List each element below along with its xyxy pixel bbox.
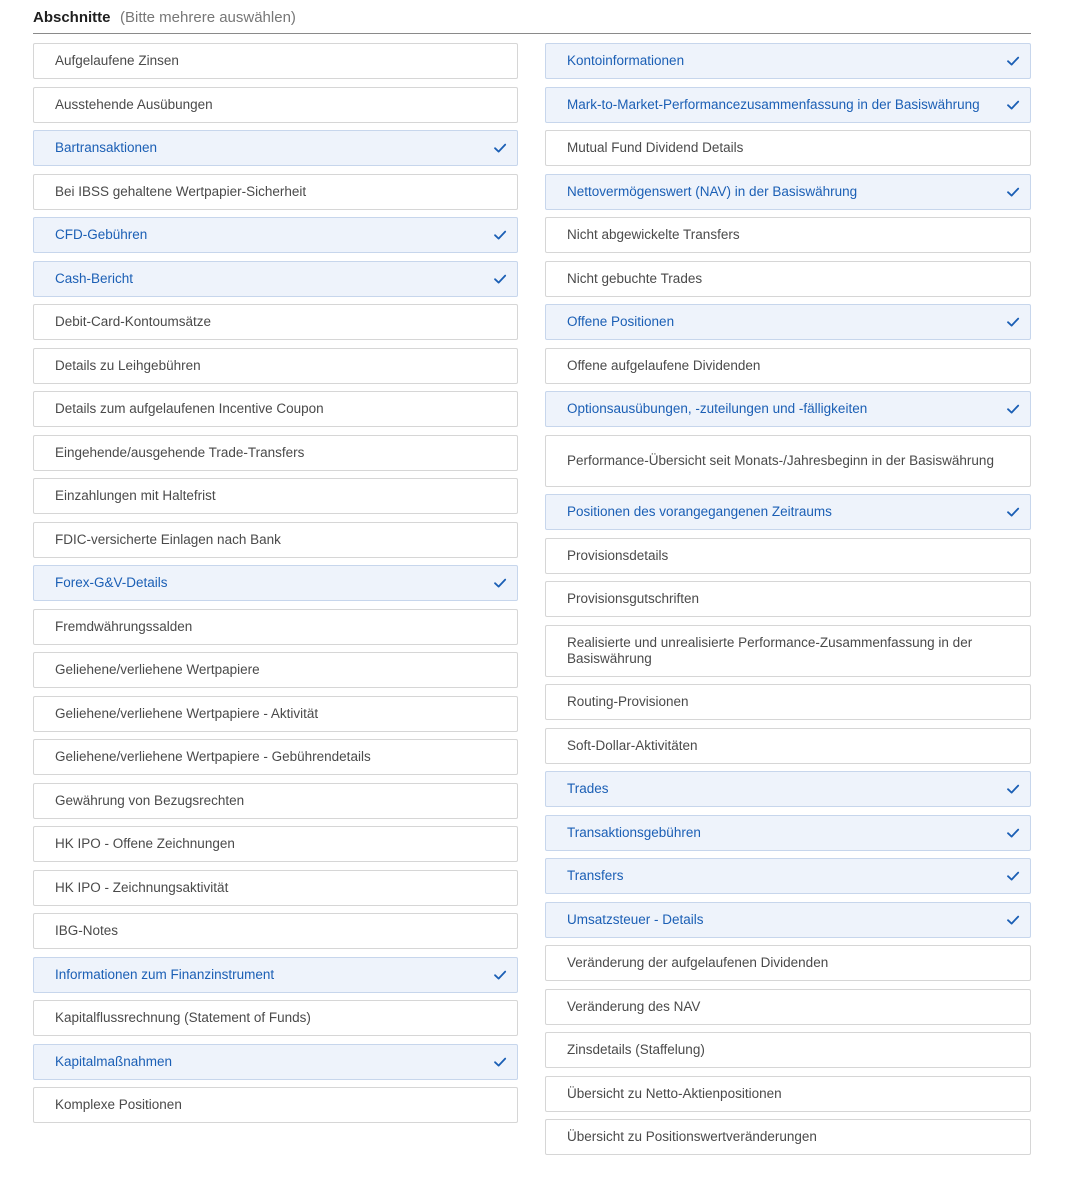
section-option[interactable] xyxy=(545,945,1031,981)
section-option-label: Nettovermögenswert (NAV) in der Basiswährung xyxy=(567,184,858,199)
section-option-label: Offene Positionen xyxy=(567,314,675,329)
checkmark-icon xyxy=(1006,869,1020,883)
section-option-label: Nicht abgewickelte Transfers xyxy=(567,227,740,242)
section-option-label: HK IPO - Zeichnungsaktivität xyxy=(55,880,229,895)
section-option[interactable] xyxy=(33,522,518,558)
section-option-label: Forex-G&V-Details xyxy=(55,575,168,590)
section-option[interactable] xyxy=(545,174,1031,210)
section-option-label: Routing-Provisionen xyxy=(567,694,689,709)
section-option[interactable] xyxy=(545,391,1031,427)
section-option-label: Veränderung der aufgelaufenen Dividenden xyxy=(567,955,829,970)
section-option-label: Positionen des vorangegangenen Zeitraums xyxy=(567,504,832,519)
section-option[interactable] xyxy=(545,989,1031,1025)
section-option[interactable] xyxy=(545,130,1031,166)
section-option[interactable] xyxy=(33,957,518,993)
section-option[interactable] xyxy=(545,771,1031,807)
section-option-label: Eingehende/ausgehende Trade-Transfers xyxy=(55,445,305,460)
checkmark-icon xyxy=(1006,98,1020,112)
section-option-label: Nicht gebuchte Trades xyxy=(567,271,703,286)
section-option-label: Realisierte und unrealisierte Performance-Zusammenfassung in der Basiswährung xyxy=(567,635,973,666)
section-option[interactable] xyxy=(545,494,1031,530)
section-option[interactable] xyxy=(33,609,518,645)
section-option-label: Gewährung von Bezugsrechten xyxy=(55,793,245,808)
checkmark-icon xyxy=(1006,315,1020,329)
section-option-label: Bei IBSS gehaltene Wertpapier-Sicherheit xyxy=(55,184,307,199)
checkmark-icon xyxy=(1006,54,1020,68)
section-option-label: Provisionsdetails xyxy=(567,548,669,563)
section-option-label: Details zu Leihgebühren xyxy=(55,358,201,373)
section-option-label: Mutual Fund Dividend Details xyxy=(567,140,744,155)
section-option-label: Geliehene/verliehene Wertpapiere - Gebührendetails xyxy=(55,749,371,764)
section-option-label: Veränderung des NAV xyxy=(567,999,701,1014)
section-option-label: Bartransaktionen xyxy=(55,140,158,155)
checkmark-icon xyxy=(493,968,507,982)
section-option[interactable] xyxy=(33,435,518,471)
section-header xyxy=(33,6,1031,34)
section-option[interactable] xyxy=(545,87,1031,123)
checkmark-icon xyxy=(493,576,507,590)
section-option[interactable] xyxy=(33,261,518,297)
section-option-label: Debit-Card-Kontoumsätze xyxy=(55,314,212,329)
section-option-label: Kontoinformationen xyxy=(567,53,685,68)
section-option-label: Transfers xyxy=(567,868,624,883)
section-option[interactable] xyxy=(545,858,1031,894)
section-option-label: CFD-Gebühren xyxy=(55,227,148,242)
section-option-label: Einzahlungen mit Haltefrist xyxy=(55,488,216,503)
section-option[interactable] xyxy=(33,739,518,775)
checkmark-icon xyxy=(493,141,507,155)
section-option[interactable] xyxy=(33,1000,518,1036)
section-option[interactable] xyxy=(33,1087,518,1123)
checkmark-icon xyxy=(1006,505,1020,519)
section-option[interactable] xyxy=(33,870,518,906)
section-option[interactable] xyxy=(33,913,518,949)
section-option-label: Geliehene/verliehene Wertpapiere xyxy=(55,662,260,677)
section-hint: (Bitte mehrere auswählen) xyxy=(120,9,296,26)
checkmark-icon xyxy=(1006,185,1020,199)
checkmark-icon xyxy=(1006,402,1020,416)
section-option[interactable] xyxy=(33,130,518,166)
checkmark-icon xyxy=(1006,782,1020,796)
section-option[interactable] xyxy=(33,391,518,427)
checkmark-icon xyxy=(1006,913,1020,927)
section-option[interactable] xyxy=(545,625,1031,677)
section-option-label: Transaktionsgebühren xyxy=(567,825,701,840)
section-option[interactable] xyxy=(33,783,518,819)
checkmark-icon xyxy=(493,1055,507,1069)
section-option-label: Optionsausübungen, -zuteilungen und -fälligkeiten xyxy=(567,401,868,416)
section-option-label: Performance-Übersicht seit Monats-/Jahresbeginn in der Basiswährung xyxy=(567,453,994,468)
section-option[interactable] xyxy=(545,815,1031,851)
section-option-label: Fremdwährungssalden xyxy=(55,619,193,634)
section-option[interactable] xyxy=(545,43,1031,79)
section-option-label: Kapitalmaßnahmen xyxy=(55,1054,173,1069)
section-option-label: IBG-Notes xyxy=(55,923,119,938)
section-option-label: Ausstehende Ausübungen xyxy=(55,97,213,112)
section-option-label: Mark-to-Market-Performancezusammenfassung in der Basiswährung xyxy=(567,97,980,112)
section-option-label: Details zum aufgelaufenen Incentive Coupon xyxy=(55,401,324,416)
section-option[interactable] xyxy=(545,538,1031,574)
section-option[interactable] xyxy=(545,435,1031,487)
section-option-label: Offene aufgelaufene Dividenden xyxy=(567,358,761,373)
section-option[interactable] xyxy=(33,174,518,210)
section-option[interactable] xyxy=(545,261,1031,297)
section-option[interactable] xyxy=(545,728,1031,764)
section-option-label: Kapitalflussrechnung (Statement of Funds) xyxy=(55,1010,311,1025)
section-option-label: Komplexe Positionen xyxy=(55,1097,182,1112)
section-option[interactable] xyxy=(33,1044,518,1080)
section-option[interactable] xyxy=(545,581,1031,617)
section-option-label: Zinsdetails (Staffelung) xyxy=(567,1042,705,1057)
checkmark-icon xyxy=(493,228,507,242)
section-option[interactable] xyxy=(545,902,1031,938)
checkmark-icon xyxy=(493,272,507,286)
section-option-label: Umsatzsteuer - Details xyxy=(567,912,704,927)
section-option[interactable] xyxy=(33,652,518,688)
section-option-label: Informationen zum Finanzinstrument xyxy=(55,967,275,982)
section-option[interactable] xyxy=(33,826,518,862)
section-option[interactable] xyxy=(33,87,518,123)
section-option-label: Provisionsgutschriften xyxy=(567,591,700,606)
section-option[interactable] xyxy=(33,304,518,340)
section-option-label: Übersicht zu Netto-Aktienpositionen xyxy=(567,1086,782,1101)
checkmark-icon xyxy=(1006,826,1020,840)
section-option[interactable] xyxy=(545,1076,1031,1112)
section-option-label: Übersicht zu Positionswertveränderungen xyxy=(567,1129,817,1144)
section-option[interactable] xyxy=(33,43,518,79)
section-option[interactable] xyxy=(545,304,1031,340)
section-option-label: FDIC-versicherte Einlagen nach Bank xyxy=(55,532,281,547)
section-option[interactable] xyxy=(545,1119,1031,1155)
section-option-label: Trades xyxy=(567,781,609,796)
section-option-label: Cash-Bericht xyxy=(55,271,134,286)
section-option-label: Aufgelaufene Zinsen xyxy=(55,53,179,68)
section-option-label: Geliehene/verliehene Wertpapiere - Aktivität xyxy=(55,706,319,721)
section-option-label: Soft-Dollar-Aktivitäten xyxy=(567,738,698,753)
section-option[interactable] xyxy=(545,1032,1031,1068)
section-option[interactable] xyxy=(33,348,518,384)
section-option[interactable] xyxy=(545,348,1031,384)
section-option[interactable] xyxy=(545,217,1031,253)
section-option[interactable] xyxy=(33,217,518,253)
section-option[interactable] xyxy=(33,478,518,514)
section-option[interactable] xyxy=(33,565,518,601)
section-title: Abschnitte xyxy=(33,9,111,26)
section-option[interactable] xyxy=(545,684,1031,720)
section-option[interactable] xyxy=(33,696,518,732)
section-option-label: HK IPO - Offene Zeichnungen xyxy=(55,836,235,851)
